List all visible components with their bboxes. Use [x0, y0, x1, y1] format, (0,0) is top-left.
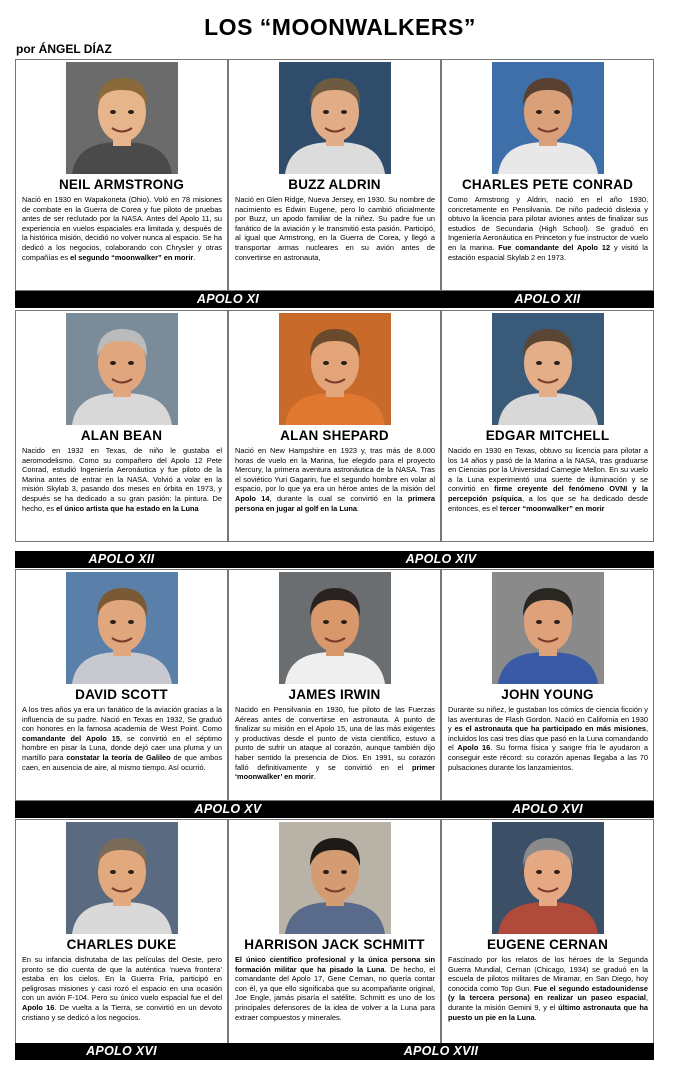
astronaut-card-aldrin: [228, 59, 441, 291]
mission-bar-apolo-xvii: APOLO XVII: [228, 1043, 654, 1060]
portrait-photo: [492, 572, 604, 684]
bio-text: y visitó la estación espacial Skylab 2 en 1973.: [448, 242, 648, 262]
portrait-image: [279, 822, 391, 934]
astronaut-bio: [448, 705, 648, 800]
portrait-photo: [66, 313, 178, 425]
bio-highlight: firme creyente del fenómeno OVNI y la percepción psíquica: [448, 484, 648, 503]
mission-bar-apolo-xiv: APOLO XIV: [228, 551, 654, 568]
mission-bar-apolo-xi: APOLO XI: [15, 291, 441, 308]
astronaut-card-young: [441, 569, 654, 801]
bio-highlight: Apolo 14: [235, 493, 270, 503]
bio-highlight: primer ‘moonwalker’ en morir: [235, 762, 435, 782]
bio-text: . De hecho, el comandante del Apolo 17, Gene Cernan, no quería contar con él, ya que ello significaba que su acompañante original, Joe Engle, jamás pisaría el satélite. Schmitt es uno de los principales defensores de la idea de volver a la Luna para extraer compuestos y minerales.: [235, 964, 435, 1022]
astronaut-bio: [448, 195, 648, 290]
portrait-photo: [279, 62, 391, 174]
bio-highlight: Fue el segundo estadounidense (y la tercera persona) en realizar un paseo espacial: [448, 983, 648, 1003]
astronaut-bio: [235, 446, 435, 541]
astronaut-card-bean: [15, 310, 228, 542]
page-title: LOS “MOONWALKERS”: [204, 14, 476, 40]
portrait-photo: [66, 62, 178, 174]
astronaut-name: DAVID SCOTT: [75, 687, 168, 702]
portrait-image: [492, 313, 604, 425]
astronaut-card-scott: [15, 569, 228, 801]
bio-text: , a los que se ha dedicado desde entonces, es el: [448, 493, 648, 513]
portrait-image: [66, 572, 178, 684]
bio-highlight: El único científico profesional y la única persona sin formación militar que ha pisado la Luna: [235, 955, 435, 974]
portrait-photo: [279, 313, 391, 425]
portrait-image: [279, 62, 391, 174]
bio-highlight: Apolo 16: [22, 1002, 55, 1012]
astronaut-name: NEIL ARMSTRONG: [58, 177, 185, 192]
astronaut-card-irwin: [228, 569, 441, 801]
bio-text: Fascinado por los relatos de los héroes de la Segunda Guerra Mundial, Cernan (Chicago, 1934) se graduó en la escuela de pilotos militares de Miramar, en San Diego, hoy conocida como Top Gun.: [448, 955, 648, 993]
bio-text: , durante la misión Gemini 9, y el: [448, 993, 648, 1012]
portrait-photo: [66, 822, 178, 934]
bio-text: A los tres años ya era un fanático de la aviación gracias a la influencia de su padre. Nació en Texas en 1932, Se graduó con honores en la famosa academia de West Point. Como: [22, 705, 222, 734]
astronaut-card-shepard: [228, 310, 441, 542]
astronaut-card-schmitt: [228, 819, 441, 1051]
astronaut-name: CHARLES PETE CONRAD: [461, 177, 634, 192]
astronaut-card-cernan: [441, 819, 654, 1051]
astronaut-bio: [235, 705, 435, 800]
mission-bar-apolo-xvi: APOLO XVI: [15, 1043, 228, 1060]
bio-highlight: es el astronauta que ha participado en más misiones: [454, 724, 646, 734]
bio-text: En su infancia disfrutaba de las películas del Oeste, pero pronto se dio cuenta de que la auténtica ‘nueva frontera’ estaba en los cielos. En la Guerra Fría, participó en peligrosas misiones y casi rozó el espacio en una ocasión con un avión F-104. Pero su único vuelo espacial fue el del: [22, 955, 222, 1003]
portrait-image: [66, 62, 178, 174]
bio-highlight: constatar la teoría de Galileo: [66, 752, 171, 762]
astronaut-bio: [22, 446, 222, 541]
bio-text: . De vuelta a la Tierra, se convirtió en un devoto cristiano y se dedicó a los negocios.: [22, 1002, 222, 1022]
bio-text: .: [193, 252, 196, 262]
portrait-image: [492, 62, 604, 174]
astronaut-card-duke: [15, 819, 228, 1051]
astronaut-name: JOHN YOUNG: [501, 687, 594, 702]
astronaut-name: ALAN BEAN: [80, 428, 163, 443]
portrait-image: [66, 822, 178, 934]
portrait-photo: [492, 313, 604, 425]
portrait-image: [66, 313, 178, 425]
portrait-photo: [279, 822, 391, 934]
bio-text: Nació en 1930 en Wapakoneta (Ohio). Voló en 78 misiones de combate en la Guerra de Corea y fue piloto de pruebas antes de ser reclutado por la NASA. Antes del Apolo 11, su experiencia en vuelos espaciales era limitada y, después de la histórica misión, decidió no volver nunca al espacio. Se ha dedicó a los negocios, colaborando con Chrysler y otras compañías es: [22, 195, 222, 262]
bio-highlight: tercer “moonwalker” en morir: [499, 503, 605, 513]
bio-text: Nació en Glen Ridge, Nueva Jersey, en 1930. Su nombre de nacimiento es Edwin Eugene, pero lo cambió oficialmente por Buzz, un apodo familiar de la niñez. Su padre fue un fanático de la aviación y le transmitió esta pasión. Participó, al igual que Armstrong, en la Guerra de Corea, y llegó a transportar armas nucleares en su avión antes de convertirse en astronauta,: [235, 195, 435, 262]
bio-text: .: [534, 1012, 537, 1022]
bio-highlight: el segundo “moonwalker” en morir: [70, 252, 194, 262]
bio-text: de que ambos caen, en ausencia de aire, al mismo tiempo. Así ocurrió.: [22, 752, 222, 772]
astronaut-bio: [235, 195, 435, 290]
bio-highlight: primera persona en jugar al golf en la Luna: [235, 493, 435, 513]
author-byline: por ÁNGEL DÍAZ: [16, 42, 112, 56]
mission-bar-apolo-xv: APOLO XV: [15, 801, 441, 818]
portrait-photo: [492, 62, 604, 174]
bio-highlight: último astronauta que ha puesto un pie en la Luna: [448, 1002, 648, 1022]
astronaut-name: CHARLES DUKE: [66, 937, 177, 952]
astronaut-card-conrad: [441, 59, 654, 291]
astronaut-name: HARRISON JACK SCHMITT: [244, 937, 425, 952]
bio-text: Durante su niñez, le gustaban los cómics de ciencia ficción y las aventuras de Flash Gordon. Nació en California en 1930 y: [448, 705, 648, 734]
astronaut-bio: [22, 705, 222, 800]
bio-text: Nacido en 1932 en Texas, de niño le gustaba el aeromodelismo. Como su compañero del Apolo 12 Pete Conrad, estudió Ingeniería Aeronáutica y fue piloto de la Marina antes de entrar en la NASA. Volvió a volar en la misión Skylab 3, pasando dos meses en órbita en 1973, y después se ha dedicado a su gran pasión: la pintura. De hecho, es: [22, 446, 222, 513]
mission-bar-apolo-xii: APOLO XII: [15, 551, 228, 568]
astronaut-bio: [235, 955, 435, 1050]
bio-highlight: el único artista que ha estado en la Luna: [56, 503, 199, 513]
bio-text: Como Armstrong y Aldrin, nació en el año 1930, concretamente en Pensilvania. De niño padeció dislexia y obtuvo la licencia para pilotar aviones antes de finalizar sus estudios de Secundaria (High School). Se graduó en Ingeniería Aeronáutica en Princeton y fue instructor de vuelo en la marina.: [448, 195, 648, 252]
bio-text: , incluidos los casi tres días que pasó en la Luna comandando el: [448, 724, 648, 753]
bio-highlight: comandante del Apolo 15: [22, 733, 120, 743]
astronaut-name: EUGENE CERNAN: [486, 937, 609, 952]
astronaut-name: ALAN SHEPARD: [280, 428, 389, 443]
bio-text: Nació en New Hampshire en 1923 y, tras más de 8.000 horas de vuelo en la Marina, fue elegido para el proyecto Mercury, la primera aventura astronáutica de la NASA. Tras el soviético Yuri Gagarin, fue el segundo hombre en volar al espacio, por lo que ya era un héroe antes de la misión del: [235, 446, 435, 494]
bio-text: Nacido en 1930 en Texas, obtuvo su licencia para pilotar a los 14 años y pasó de la Marina a la NASA, tras graduarse en Ciencias por la Universidad Carnegie Mellon. En su vuelo a la Luna experimentó una suerte de iluminación y se convirtió en: [448, 446, 648, 494]
portrait-image: [279, 572, 391, 684]
bio-highlight: Apolo 16: [457, 743, 491, 753]
astronaut-name: JAMES IRWIN: [288, 687, 381, 702]
astronaut-bio: [448, 955, 648, 1050]
astronaut-bio: [448, 446, 648, 541]
portrait-photo: [66, 572, 178, 684]
portrait-image: [492, 572, 604, 684]
portrait-photo: [492, 822, 604, 934]
bio-text: .: [356, 503, 360, 513]
bio-text: , se convirtió en el séptimo hombre en pisar la Luna, donde dejó caer una pluma y un martillo para: [22, 733, 222, 762]
astronaut-name: EDGAR MITCHELL: [485, 428, 610, 443]
bio-text: .: [313, 772, 316, 782]
mission-bar-apolo-xii: APOLO XII: [441, 291, 654, 308]
bio-text: , durante la cual se convirtió en la: [269, 493, 408, 503]
bio-highlight: Fue comandante del Apolo 12: [498, 242, 611, 252]
astronaut-card-mitchell: [441, 310, 654, 542]
astronaut-name: BUZZ ALDRIN: [288, 177, 381, 192]
portrait-image: [492, 822, 604, 934]
astronaut-bio: [22, 955, 222, 1050]
astronaut-bio: [22, 195, 222, 290]
bio-text: Nacido en Pensilvania en 1930, fue piloto de las Fuerzas Aéreas antes de convertirse en astronauta. A punto de finalizar su misión en el Apolo 15, una de las más exigentes y productivas desde el punto de vista científico, estuvo a punto de sufrir un ataque al corazón, aunque también dijo haber sentido la presencia de Dios. En 1991, su corazón falló definitivamente y se convirtió en el: [235, 705, 435, 772]
portrait-image: [279, 313, 391, 425]
portrait-photo: [279, 572, 391, 684]
bio-text: . Su forma física y sangre fría le ayudaron a conseguir este récord: su corazón apenas llegaba a las 70 pulsaciones durante los lanzamientos.: [448, 743, 648, 772]
astronaut-card-armstrong: [15, 59, 228, 291]
mission-bar-apolo-xvi: APOLO XVI: [441, 801, 654, 818]
